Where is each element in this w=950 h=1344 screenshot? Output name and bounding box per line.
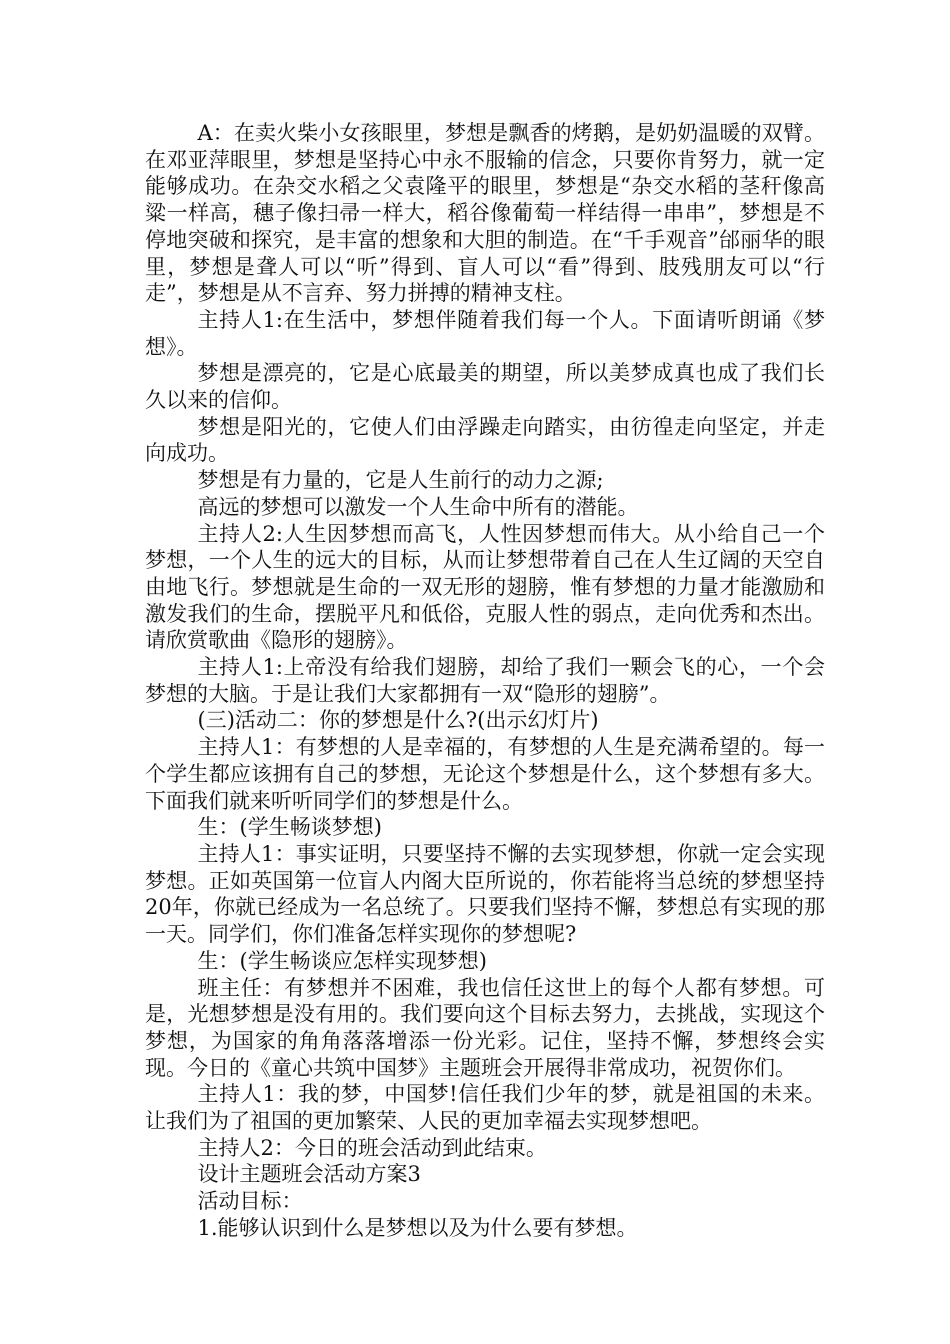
section-heading: 设计主题班会活动方案3 xyxy=(197,1162,421,1187)
paragraph: 主持人1：我的梦，中国梦!信任我们少年的梦，就是祖国的未来。让我们为了祖国的更加繁荣、人民的更加幸福去实现梦想吧。 xyxy=(145,1082,825,1134)
paragraph: A：在卖火柴小女孩眼里，梦想是飘香的烤鹅，是奶奶温暖的双臂。在邓亚萍眼里，梦想是坚持心中永不服输的信念，只要你肯努力，就一定能够成功。在杂交水稻之父袁隆平的眼里，梦想是“杂交水稻的茎秆像高粱一样高，穗子像扫帚一样大，稻谷像葡萄一样结得一串串”，梦想是不停地突破和探究，是丰富的想象和大胆的制造。在“千手观音”邰丽华的眼里，梦想是聋人可以“听”得到、盲人可以“看”得到、肢残朋友可以“行走”，梦想是从不言弃、努力拼搏的精神支柱。 xyxy=(145,121,825,306)
paragraph: 生：(学生畅谈应怎样实现梦想) xyxy=(197,948,487,973)
paragraph: 梦想是有力量的，它是人生前行的动力之源; xyxy=(197,468,604,493)
paragraph: 高远的梦想可以激发一个人生命中所有的潜能。 xyxy=(197,494,639,519)
paragraph: 主持人2:人生因梦想而高飞，人性因梦想而伟大。从小给自己一个梦想，一个人生的远大的目标，从而让梦想带着自己在人生辽阔的天空自由地飞行。梦想就是生命的一双无形的翅膀，惟有梦想的力量才能激励和激发我们的生命，摆脱平凡和低俗，克服人性的弱点，走向优秀和杰出。请欣赏歌曲《隐形的翅膀》。 xyxy=(145,521,825,653)
paragraph: 班主任：有梦想并不困难，我也信任这世上的每个人都有梦想。可是，光想梦想是没有用的。我们要向这个目标去努力，去挑战，实现这个梦想，为国家的角角落落增添一份光彩。记住，坚持不懈，梦想终会实现。今日的《童心共筑中国梦》主题班会开展得非常成功，祝贺你们。 xyxy=(145,975,825,1080)
paragraph: (三)活动二：你的梦想是什么?(出示幻灯片) xyxy=(197,708,599,733)
subheading: 活动目标： xyxy=(197,1189,303,1214)
paragraph: 主持人1:在生活中，梦想伴随着我们每一个人。下面请听朗诵《梦想》。 xyxy=(145,307,825,359)
paragraph: 主持人1:上帝没有给我们翅膀，却给了我们一颗会飞的心，一个会梦想的大脑。于是让我们大家都拥有一双“隐形的翅膀”。 xyxy=(145,655,825,706)
document-body xyxy=(145,120,825,1242)
paragraph: 主持人1：事实证明，只要坚持不懈的去实现梦想，你就一定会实现梦想。正如英国第一位盲人内阁大臣所说的，你若能将当总统的梦想坚持20年，你就已经成为一名总统了。只要我们坚持不懈，梦想总有实现的那一天。同学们，你们准备怎样实现你的梦想呢? xyxy=(145,841,825,947)
paragraph: 生：(学生畅谈梦想) xyxy=(197,815,382,840)
paragraph: 主持人2：今日的班会活动到此结束。 xyxy=(197,1135,547,1160)
paragraph: 主持人1：有梦想的人是幸福的，有梦想的人生是充满希望的。每一个学生都应该拥有自己的梦想，无论这个梦想是什么，这个梦想有多大。下面我们就来听听同学们的梦想是什么。 xyxy=(145,735,825,813)
paragraph: 梦想是漂亮的，它是心底最美的期望，所以美梦成真也成了我们长久以来的信仰。 xyxy=(145,361,825,413)
paragraph: 梦想是阳光的，它使人们由浮躁走向踏实，由彷徨走向坚定，并走向成功。 xyxy=(145,414,825,466)
list-item: 1.能够认识到什么是梦想以及为什么要有梦想。 xyxy=(197,1215,638,1240)
